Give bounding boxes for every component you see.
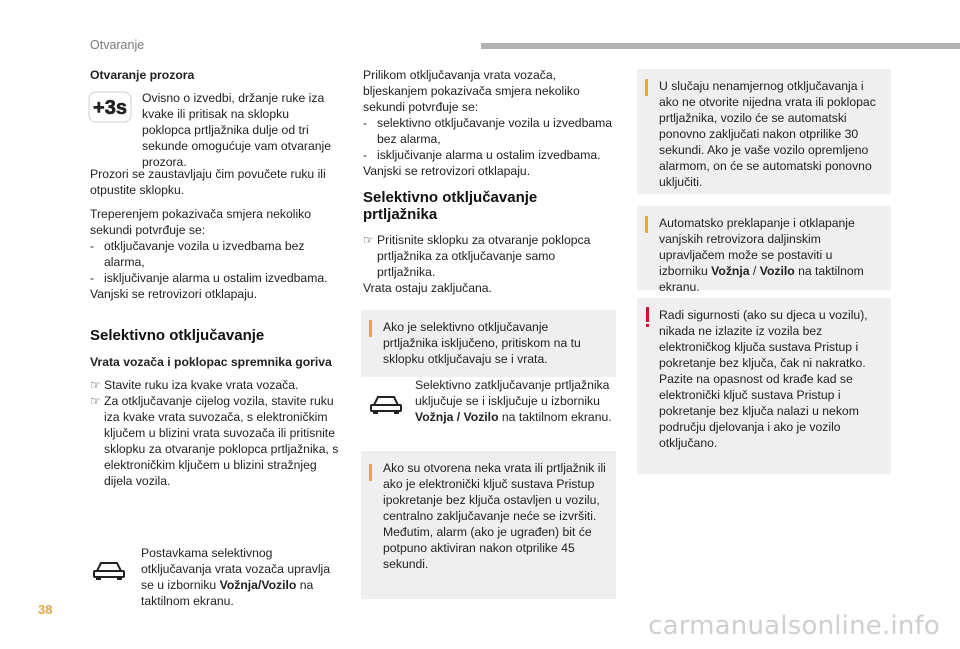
list-item: - otključavanje vozila u izvedbama bez alarma, (90, 239, 305, 269)
info-icon (369, 464, 372, 481)
icon-paragraph: Ovisno o izvedbi, držanje ruke iza kvake ili pritisak na sklopku poklopca prtljažnika dulje od tri sekunde omogućuje vam otvaranje prozora. (142, 91, 332, 169)
col2-note-panel (361, 310, 616, 599)
list-item: - isključivanje alarma u ostalim izvedbama. (90, 271, 328, 285)
badge-text: +3s (93, 97, 127, 119)
step-item (90, 393, 340, 489)
col3-warning-text: Radi sigurnosti (ako su djeca u vozilu), nikada ne izlazite iz vozila bez elektroničkog ključa sustava Pristup i pokretanje bez ključa, čak ni nakratko. Pazite na opasnost od krađe kad se elektronički ključ sustava Pristup i pokretanje bez ključa nalazi u nekom području djelovanja i ako je vozilo otključano. (659, 308, 868, 450)
trunk-heading-line2: prtljažnika (363, 206, 438, 223)
car-note-pre: Selektivno zatključavanje prtljažnika uključuje se i isključuje u izborniku (415, 378, 610, 408)
selective-subheading: Vrata vozača i poklopac spremnika goriva (90, 355, 332, 369)
unlock-end: Vanjski se retrovizori otklapaju. (363, 164, 531, 178)
car-note-bold: Vožnja (219, 578, 258, 592)
header-bar (481, 43, 960, 49)
col3-note1-text: U slučaju nenamjernog otključavanja i ako ne otvorite nijedna vrata ili poklopac prtljažnika, vozilo će se automatski ponovno zaključati nakon otprilike 30 sekundi. Ako je vaše vozilo opremljeno alarmom, on će se automatski ponovno uključiti. (659, 79, 876, 189)
watermark: carmanualsonline.info (648, 611, 940, 641)
trunk-steps (363, 232, 613, 296)
warning-icon (646, 307, 649, 322)
col3-note1-panel (637, 69, 891, 194)
car-note-pre: Postavkama selektivnog otključavanja vrata vozača upravlja se u izborniku (141, 546, 331, 592)
col3-note2-text (659, 215, 881, 295)
car-note-sep: / (257, 578, 262, 592)
list-item-text: isključivanje alarma u ostalim izvedbama. (377, 148, 601, 162)
car-note-bold: Vožnja / Vozilo (415, 410, 499, 424)
confirm-intro: Treperenjem pokazivača smjera nekoliko sekundi potvrđuje se: (90, 207, 312, 237)
list-item: - selektivno otključavanje vozila u izvedbama bez alarma, (363, 116, 613, 146)
car-icon (92, 559, 126, 581)
step-text: Pritisnite sklopku za otvaranje poklopca prtljažnika za otključavanje samo prtljažnika. (377, 233, 591, 279)
note2-bold2: Vozilo (759, 264, 795, 278)
list-item-text: selektivno otključavanje vozila u izvedbama bez alarma, (377, 116, 613, 146)
selective-heading: Selektivno otključavanje (90, 327, 265, 344)
list-item: - isključivanje alarma u ostalim izvedbama. (363, 148, 601, 162)
steps-list (90, 377, 340, 489)
car-note-post: na taktilnom ekranu. (498, 410, 612, 424)
warning-icon-dot (646, 324, 649, 327)
step-item (363, 232, 613, 280)
col2-note2-text: Ako su otvorena neka vrata ili prtljažnik ili ako je elektronički ključ sustava Pristup ipokretanje bez ključa ostavljen u vozilu, centralno zaključavanje neće se izvršiti. Međutim, alarm (ako je ugrađen) bit će potpuno aktiviran nakon otprilike 45 sekundi. (383, 461, 606, 571)
car-note-text (141, 545, 336, 609)
info-icon (645, 79, 648, 96)
note2-pre: Automatsko preklapanje i otklapanje vanjskih retrovizora daljinskim upravljačem može se postaviti u izborniku (659, 216, 855, 278)
car-note-text (415, 377, 615, 425)
list-item-text: otključavanje vozila u izvedbama bez alarma, (104, 239, 305, 269)
list-item-text: isključivanje alarma u ostalim izvedbama. (104, 271, 328, 285)
car-note-panel (361, 377, 616, 451)
section-title: Otvaranje (90, 38, 145, 52)
trunk-heading (363, 189, 613, 223)
paragraph-stop: Prozori se zaustavljaju čim povučete ruku ili otpustite sklopku. (90, 167, 326, 197)
unlock-confirm-block (363, 67, 613, 179)
col3-warning-panel (637, 298, 891, 474)
step-item (90, 377, 340, 393)
car-icon (369, 393, 403, 415)
car-note-bold2: Vozilo (261, 578, 297, 592)
confirm-end: Vanjski se retrovizori otklapaju. (90, 287, 258, 301)
note2-sep: / (749, 264, 760, 278)
col3-note2-panel (637, 206, 891, 294)
arrow-bullet-icon: ☞ (363, 233, 374, 247)
col2-note1-text: Ako je selektivno otključavanje prtljažnika isključeno, pritiskom na tu sklopku otključavaju se i vrata. (383, 320, 581, 366)
confirm-block (90, 206, 340, 302)
unlock-intro: Prilikom otključavanja vrata vozača, bljeskanjem pokazivača smjera nekoliko sekundi potvrđuje se: (363, 68, 580, 114)
page-number: 38 (38, 602, 53, 617)
arrow-bullet-icon: ☞ (90, 394, 101, 408)
arrow-bullet-icon: ☞ (90, 378, 101, 392)
note2-bold: Vožnja (711, 264, 750, 278)
note2-post: na taktilnom ekranu. (659, 264, 864, 294)
step-text: Za otključavanje cijelog vozila, stavite ruku iza kvake vrata suvozača, s elektroničkim ključem u blizini vrata suvozača ili pritisnite sklopku za otvaranje poklopca prtljažnika, s elektroničkim ključem u blizini stražnjeg dijela vozila. (104, 394, 339, 488)
window-heading: Otvaranje prozora (90, 68, 195, 82)
step-end: Vrata ostaju zaključana. (363, 281, 492, 295)
plus-3s-icon (88, 91, 132, 123)
step-text: Stavite ruku iza kvake vrata vozača. (104, 378, 299, 392)
info-icon (645, 216, 648, 233)
trunk-heading-line1: Selektivno otključavanje (363, 189, 538, 206)
info-icon (369, 320, 372, 337)
car-note-post: na taktilnom ekranu. (141, 578, 314, 608)
